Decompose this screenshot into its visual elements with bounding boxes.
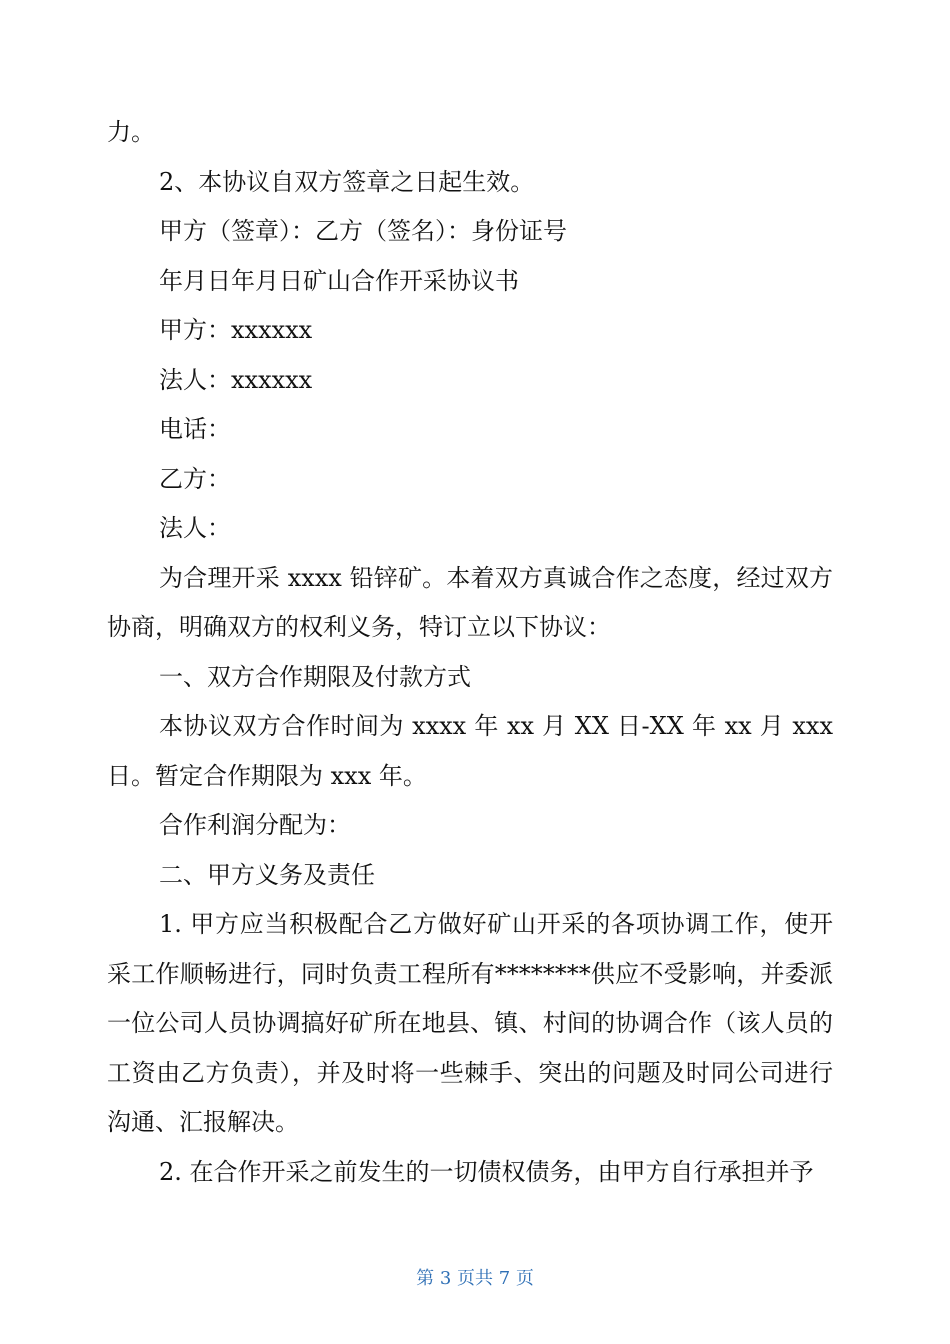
paragraph-9: 法人： bbox=[159, 514, 231, 542]
paragraph-4: 年月日年月日矿山合作开采协议书 bbox=[159, 266, 519, 295]
paragraph-2: 2、本协议自双方签章之日起生效。 bbox=[159, 167, 535, 196]
paragraph-3: 甲方（签章）：乙方（签名）：身份证号 bbox=[159, 217, 567, 245]
paragraph-5: 甲方：xxxxxx bbox=[159, 316, 313, 344]
paragraph-6: 法人：xxxxxx bbox=[159, 365, 313, 394]
paragraph-7: 电话： bbox=[159, 415, 231, 443]
paragraph-11: 一、双方合作期限及付款方式 bbox=[159, 662, 471, 691]
document-body bbox=[107, 108, 833, 1197]
paragraph-15: 1. 甲方应当积极配合乙方做好矿山开采的各项协调工作，使开采工作顺畅进行，同时负责工程所有********供应不受影响，并委派一位公司人员协调搞好矿所在地县、镇、村间的协调合作（该人员的工资由乙方负责），并及时将一些棘手、突出的问题及时同公司进行沟通、汇报解决。 bbox=[107, 910, 833, 1136]
paragraph-14: 二、甲方义务及责任 bbox=[159, 860, 375, 889]
paragraph-12: 本协议双方合作时间为 xxxx 年 xx 月 XX 日-XX 年 xx 月 xxx 日。暂定合作期限为 xxx 年。 bbox=[107, 712, 833, 790]
page-number-footer: 第 3 页共 7 页 bbox=[416, 1268, 534, 1289]
paragraph-10: 为合理开采 xxxx 铅锌矿。本着双方真诚合作之态度，经过双方协商，明确双方的权利义务，特订立以下协议： bbox=[107, 563, 833, 641]
paragraph-8: 乙方： bbox=[159, 464, 231, 493]
paragraph-1: 力。 bbox=[107, 118, 155, 146]
paragraph-13: 合作利润分配为： bbox=[159, 811, 351, 839]
paragraph-16: 2. 在合作开采之前发生的一切债权债务，由甲方自行承担并予 bbox=[159, 1157, 814, 1186]
